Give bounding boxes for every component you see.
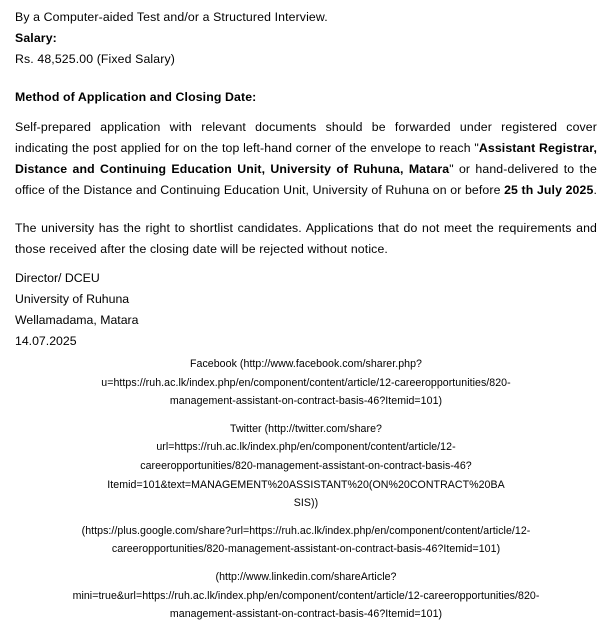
paragraph-spacer (15, 201, 597, 218)
signature-director: Director/ DCEU (15, 271, 100, 285)
method-of-application-paragraph (15, 117, 597, 201)
share-links-block (15, 355, 597, 624)
section-spacer (15, 70, 597, 87)
share-link-facebook[interactable] (15, 355, 597, 411)
share-link-twitter-text: Twitter (http://twitter.com/share?url=https://ruh.ac.lk/index.php/en/component/content/article/12-careeropportunities/820-management-assistant-on-contract-basis-46?Itemid=101&text=MANAGEMENT%20ASSISTANT%20(ON%20CONTRACT%20BASIS)) (107, 422, 505, 510)
method-of-application-heading: Method of Application and Closing Date: (15, 90, 257, 104)
signature-university: University of Ruhuna (15, 292, 130, 306)
share-link-googleplus-text: (https://plus.google.com/share?url=https://ruh.ac.lk/index.php/en/component/content/article/12-careeropportunities/820-management-assistant-on-contract-basis-46?Itemid=101) (81, 524, 531, 556)
selection-method-line: By a Computer-aided Test and/or a Structured Interview. (15, 10, 328, 24)
document-body (15, 7, 597, 260)
share-link-linkedin[interactable] (15, 568, 597, 624)
salary-heading: Salary: (15, 31, 57, 45)
share-link-linkedin-text: (http://www.linkedin.com/shareArticle?mini=true&url=https://ruh.ac.lk/index.php/en/component/content/article/12-careeropportunities/820-management-assistant-on-contract-basis-46?Itemid=101) (72, 570, 540, 621)
method-paragraph-deadline-bold: 25 th July 2025 (504, 183, 594, 197)
method-paragraph-address-bold: Assistant Registrar, Distance and Continuing Education Unit, University of Ruhuna, Matara (15, 141, 597, 176)
share-link-facebook-text: Facebook (http://www.facebook.com/sharer.php?u=https://ruh.ac.lk/index.php/en/component/content/article/12-careeropportunities/820-management-assistant-on-contract-basis-46?Itemid=101) (101, 358, 511, 408)
signature-address: Wellamadama, Matara (15, 313, 139, 327)
method-paragraph-part2: " or hand-delivered to the office of the Distance and Continuing Education Unit, University of Ruhuna on or before (15, 162, 597, 197)
method-paragraph-part3: . (593, 183, 597, 197)
signature-date: 14.07.2025 (15, 334, 77, 348)
signature-block (15, 268, 415, 352)
share-link-googleplus[interactable] (15, 522, 597, 559)
share-link-twitter[interactable] (15, 420, 597, 513)
salary-value: Rs. 48,525.00 (Fixed Salary) (15, 52, 175, 66)
method-paragraph-part1: Self-prepared application with relevant documents should be forwarded under registered cover indicating the post applied for on the top left-hand corner of the envelope to reach " (15, 120, 597, 155)
shortlist-paragraph: The university has the right to shortlist candidates. Applications that do not meet the requirements and those received after the closing date will be rejected without notice. (15, 221, 597, 256)
heading-spacer (15, 108, 597, 117)
